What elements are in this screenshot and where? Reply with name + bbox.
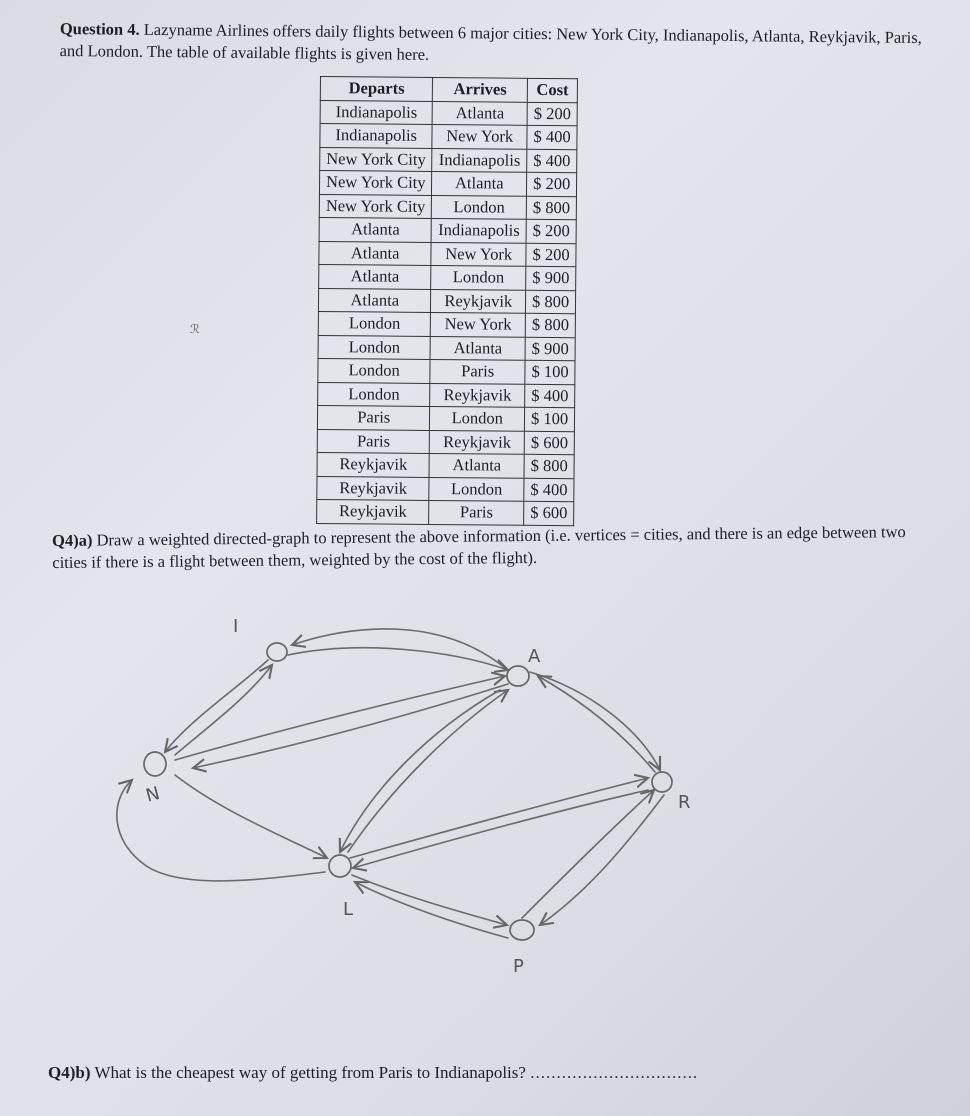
cost-cell: $ 100 <box>524 407 574 431</box>
cost-cell: $ 400 <box>525 384 575 408</box>
departs-cell: Atlanta <box>319 217 432 241</box>
node-label-i: I <box>233 616 239 637</box>
question-text: Lazyname Airlines offers daily flights between 6 major cities: New York City, Indianapolis, Atlanta, Reykjavik, Paris, and London. The table of available flights is given here. <box>59 19 922 64</box>
cost-cell: $ 200 <box>527 172 577 196</box>
node-n <box>144 752 166 776</box>
departs-cell: New York City <box>319 194 432 218</box>
arrives-cell: Reykjavik <box>430 383 525 407</box>
cost-cell: $ 800 <box>525 313 575 337</box>
arrives-cell: Atlanta <box>433 101 528 125</box>
departs-cell: Atlanta <box>319 241 432 265</box>
arrives-cell: New York <box>431 242 526 266</box>
arrives-cell: Atlanta <box>431 336 526 360</box>
departs-cell: Reykjavik <box>317 499 430 523</box>
departs-cell: London <box>318 311 431 335</box>
node-label-n: N <box>143 782 162 807</box>
q4b-text: What is the cheapest way of getting from Paris to Indianapolis? <box>94 1063 526 1082</box>
edge-p-to-r <box>522 790 654 918</box>
node-label-l: L <box>343 899 354 920</box>
edge-p-to-l <box>355 882 508 938</box>
edge-l-to-a <box>348 690 508 852</box>
node-a <box>507 666 529 686</box>
arrives-cell: New York <box>432 124 527 148</box>
departs-cell: Indianapolis <box>320 100 433 124</box>
question-4b <box>48 1063 948 1083</box>
edge-n-to-l <box>175 775 327 858</box>
departs-cell: Reykjavik <box>317 476 430 500</box>
cost-cell: $ 800 <box>525 290 575 314</box>
arrives-cell: Reykjavik <box>431 289 526 313</box>
node-p <box>510 920 534 940</box>
arrives-cell: Paris <box>430 359 525 383</box>
arrives-cell: London <box>430 406 525 430</box>
cost-cell: $ 900 <box>526 266 576 290</box>
header-arrives: Arrives <box>433 77 528 101</box>
arrives-cell: Atlanta <box>429 453 524 477</box>
edge-r-to-p <box>540 795 664 925</box>
cost-cell: $ 200 <box>527 102 577 126</box>
stray-mark: ℛ <box>190 322 200 336</box>
cost-cell: $ 600 <box>524 501 574 525</box>
cost-cell: $ 900 <box>525 337 575 361</box>
node-l <box>329 855 351 877</box>
edge-l-to-r <box>350 778 648 858</box>
departs-cell: Paris <box>317 405 430 429</box>
arrives-cell: London <box>429 477 524 501</box>
answer-dotted-line: ................................ <box>530 1063 699 1082</box>
header-departs: Departs <box>320 77 433 101</box>
cost-cell: $ 800 <box>526 196 576 220</box>
q4a-label: Q4)a) <box>52 530 93 550</box>
cost-cell: $ 200 <box>526 219 576 243</box>
node-r <box>652 772 672 792</box>
node-label-r: R <box>678 792 691 813</box>
cost-cell: $ 400 <box>527 149 577 173</box>
arrives-cell: Paris <box>429 500 524 524</box>
cost-cell: $ 600 <box>524 431 574 455</box>
cost-cell: $ 400 <box>524 478 574 502</box>
departs-cell: Reykjavik <box>317 452 430 476</box>
question-label: Question 4. <box>59 18 140 39</box>
arrives-cell: Atlanta <box>432 171 527 195</box>
arrives-cell: London <box>431 265 526 289</box>
departs-cell: New York City <box>319 171 432 195</box>
departs-cell: Atlanta <box>319 264 432 288</box>
departs-cell: Indianapolis <box>320 124 433 148</box>
cost-cell: $ 400 <box>527 125 577 149</box>
edge-r-to-l <box>353 790 648 868</box>
node-label-a: A <box>528 646 541 667</box>
node-i <box>267 643 287 661</box>
arrives-cell: New York <box>431 312 526 336</box>
node-label-p: P <box>513 956 524 977</box>
header-cost: Cost <box>527 78 577 102</box>
edge-n-to-i <box>175 665 272 755</box>
departs-cell: New York City <box>320 147 433 171</box>
arrives-cell: Indianapolis <box>432 218 527 242</box>
departs-cell: Atlanta <box>318 288 431 312</box>
q4b-label: Q4)b) <box>48 1063 91 1082</box>
cost-cell: $ 800 <box>524 454 574 478</box>
edge-l-to-p <box>352 875 507 925</box>
arrives-cell: London <box>432 195 527 219</box>
arrives-cell: Reykjavik <box>430 430 525 454</box>
edge-r-to-a <box>538 676 655 772</box>
departs-cell: London <box>318 335 431 359</box>
cost-cell: $ 200 <box>526 243 576 267</box>
arrives-cell: Indianapolis <box>432 148 527 172</box>
q4a-text: Draw a weighted directed-graph to represent the above information (i.e. vertices = cities, and there is an edge between two cities if there is a flight between them, weighted by the cost of the flight). <box>52 522 906 572</box>
edge-n-to-a <box>175 676 505 760</box>
cost-cell: $ 100 <box>525 360 575 384</box>
edge-i-to-a <box>288 648 508 670</box>
departs-cell: Paris <box>317 429 430 453</box>
departs-cell: London <box>318 358 431 382</box>
departs-cell: London <box>318 382 431 406</box>
